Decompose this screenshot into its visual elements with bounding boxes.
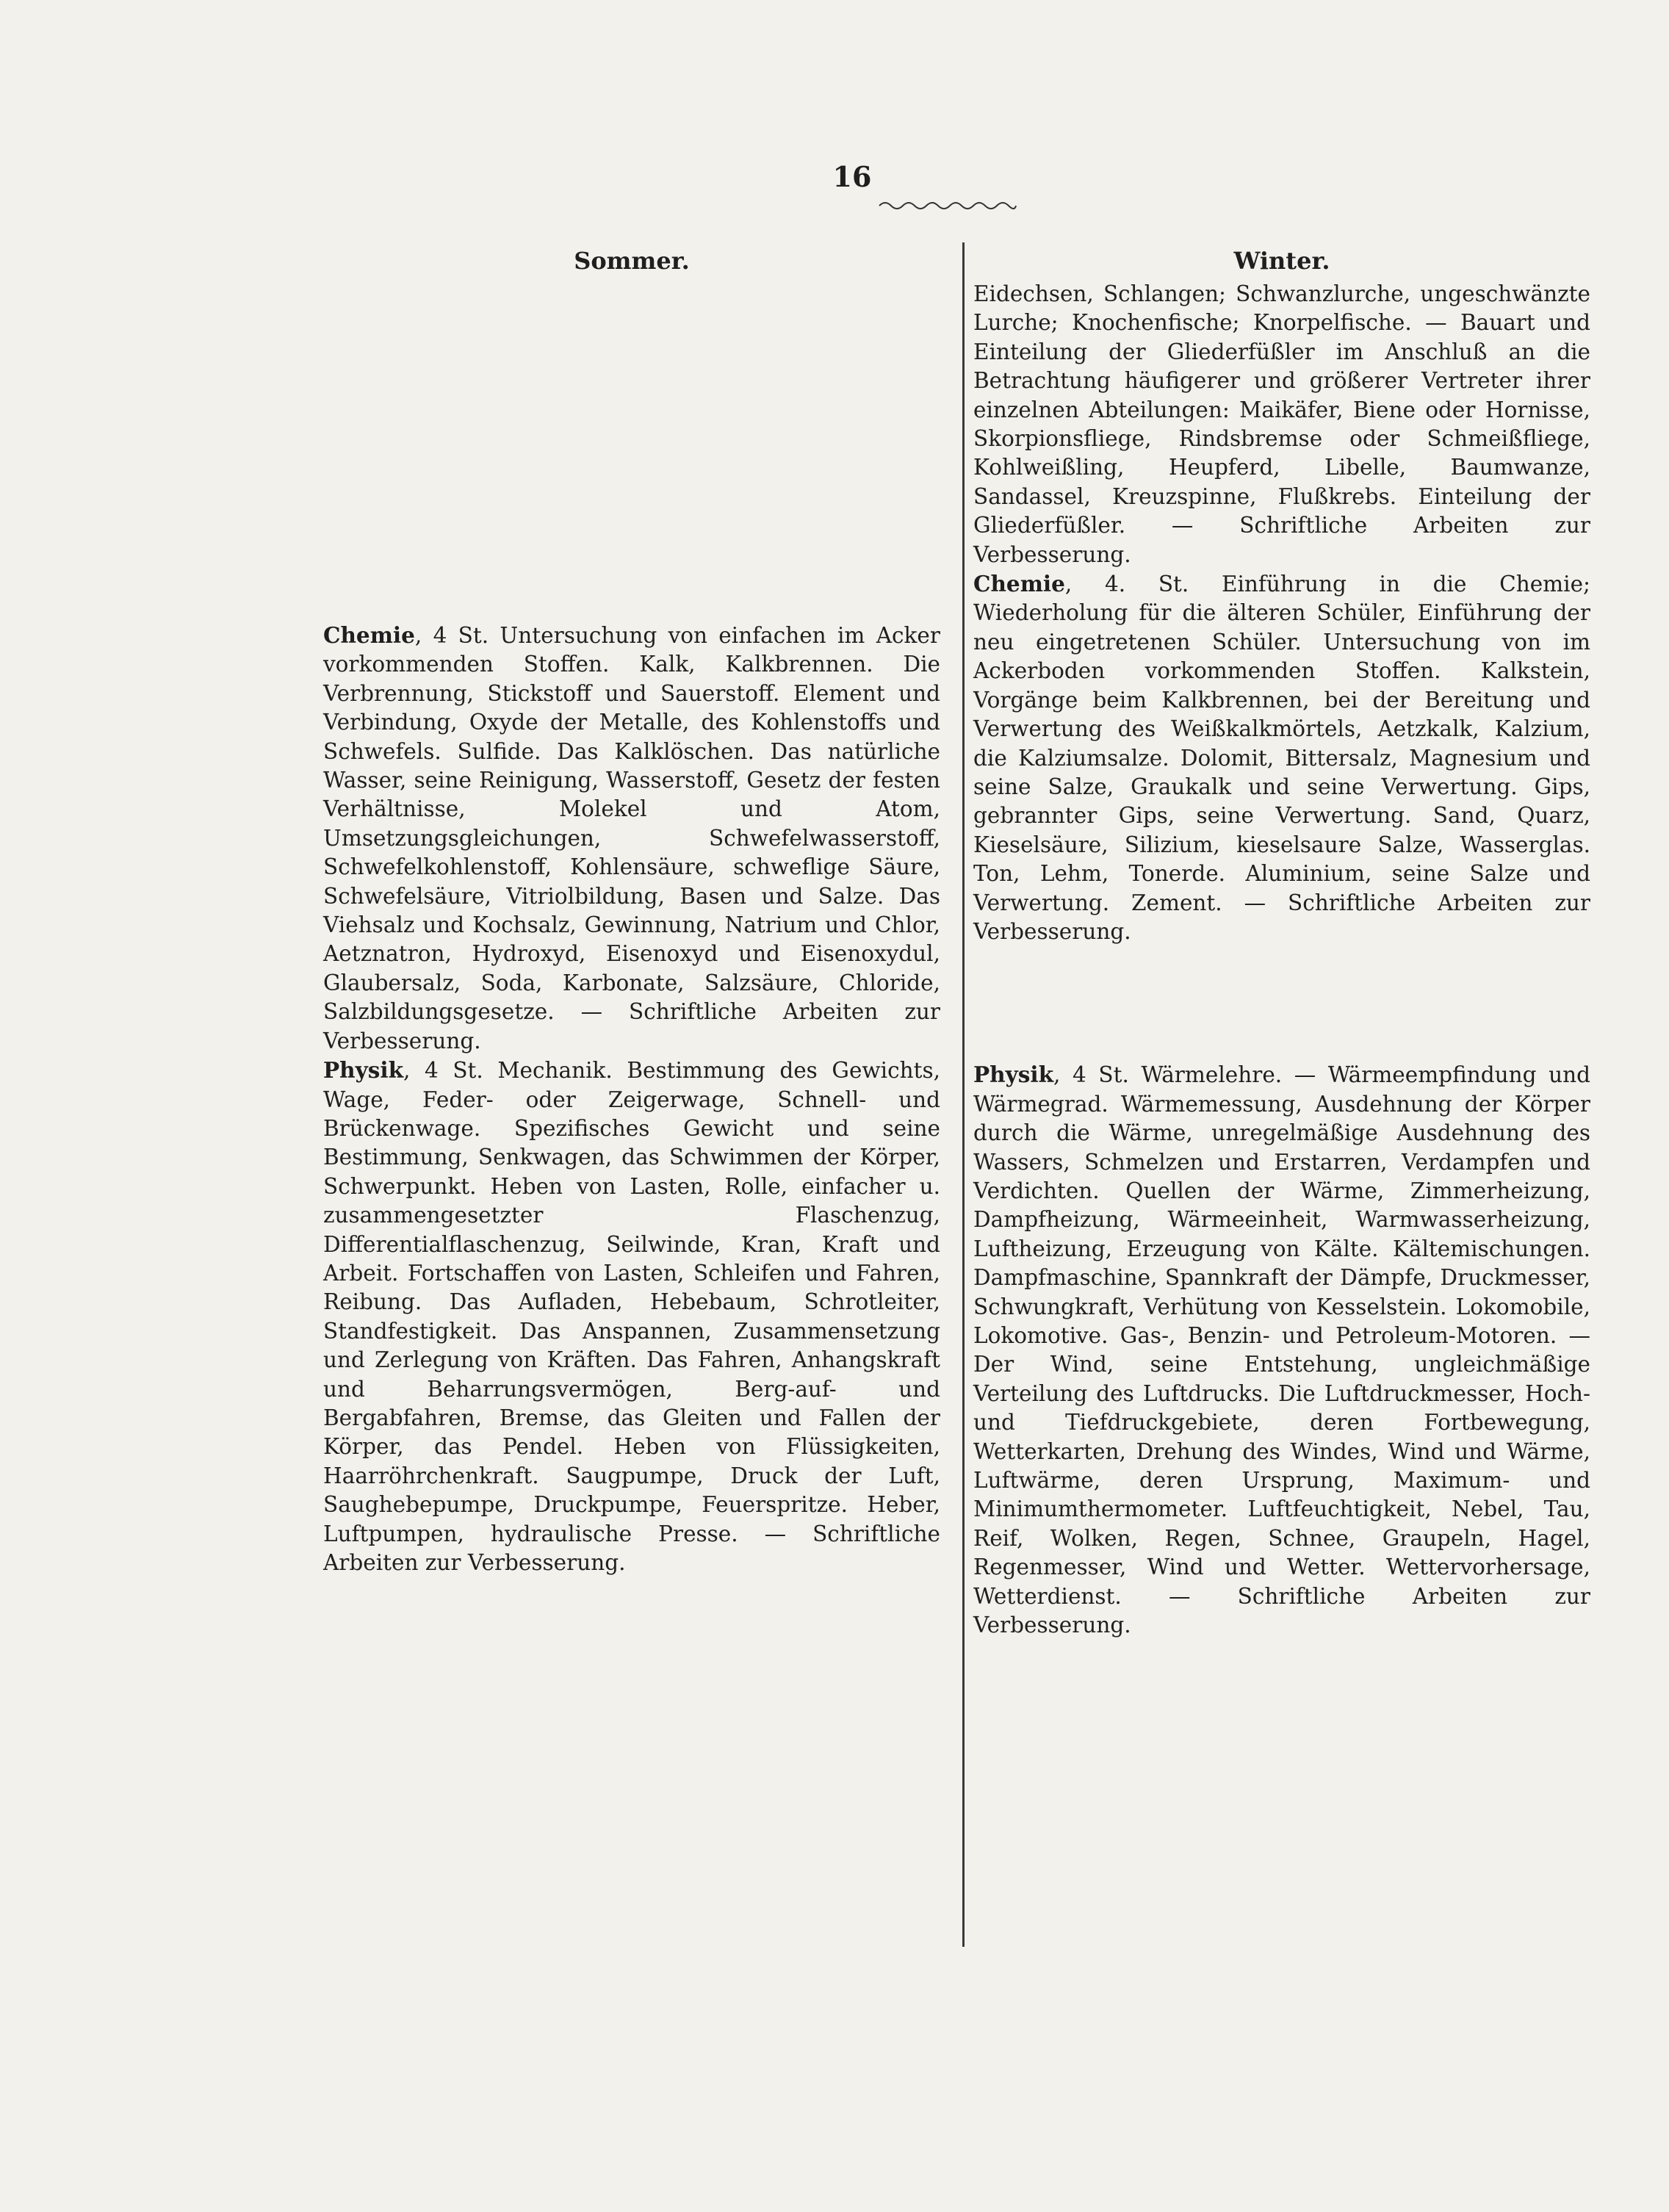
decorative-rule <box>878 198 1017 212</box>
section-text: , 4 St. Wärmelehre. — Wärmeempfindung und Wärmegrad. Wärmemessung, Ausdehnung der Körper durch die Wärme, unregelmäßige Ausdehnung des Wassers, Schmelzen und Erstarren, Verdampfen und Verdichten. Quellen der Wärme, Zimmerheizung, Dampfheizung, Wärmeeinheit, Warmwasserheizung, Luftheizung, Erzeugung von Kälte. Kältemischungen. Dampfmaschine, Spannkraft der Dämpfe, Druckmesser, Schwungkraft, Verhütung von Kesselstein. Lokomobile, Lokomotive. Gas-, Benzin- und Petroleum-Motoren. — Der Wind, seine Entstehung, ungleichmäßige Verteilung des Luftdrucks. Die Luftdruckmesser, Hoch- und Tiefdruckgebiete, deren Fortbewegung, Wetterkarten, Drehung des Windes, Wind und Wärme, Luftwärme, deren Ursprung, Maximum- und Minimumthermometer. Luftfeuchtigkeit, Nebel, Tau, Reif, Wolken, Regen, Schnee, Graupeln, Hagel, Regenmesser, Wind und Wetter. Wettervorhersage, Wetterdienst. — Schriftliche Arbeiten zur Verbesserung. <box>973 1062 1590 1638</box>
section-gap <box>973 946 1590 1060</box>
winter-physik-paragraph <box>973 1060 1590 1640</box>
winter-chemie-section <box>973 569 1590 946</box>
section-text: , 4 St. Mechanik. Bestimmung des Gewichts, Wage, Feder- oder Zeigerwage, Schnell- und Brückenwage. Spezifisches Gewicht und seine Bestimmung, Senkwagen, das Schwimmen der Körper, Schwerpunkt. Heben von Lasten, Rolle, einfacher u. zusammengesetzter Flaschenzug, Differentialflaschenzug, Seilwinde, Kran, Kraft und Arbeit. Fortschaffen von Lasten, Schleifen und Fahren, Reibung. Das Aufladen, Hebebaum, Schrotleiter, Standfestigkeit. Das Anspannen, Zusammensetzung und Zerlegung von Kräften. Das Fahren, Anhangskraft und Beharrungsvermögen, Berg-auf- und Bergabfahren, Bremse, das Gleiten und Fallen der Körper, das Pendel. Heben von Flüssigkeiten, Haarröhrchenkraft. Saugpumpe, Druck der Luft, Saughebepumpe, Druckpumpe, Feuerspritze. Heber, Luftpumpen, hydraulische Presse. — Schriftliche Arbeiten zur Verbesserung. <box>323 1058 940 1575</box>
subject-label: Physik <box>323 1057 404 1084</box>
summer-heading: Sommer. <box>574 247 690 275</box>
section-text: , 4. St. Einführung in die Chemie; Wiederholung für die älteren Schüler, Einführung der neu eingetretenen Schüler. Untersuchung von im Ackerboden vorkommenden Stoffen. Kalkstein, Vorgänge beim Kalkbrennen, bei der Bereitung und Verwertung des Weißkalkmörtels, Aetzkalk, Kalzium, die Kalziumsalze. Dolomit, Bittersalz, Magnesium und seine Salze, Graukalk und seine Verwertung. Gips, gebrannter Gips, seine Verwertung. Sand, Quarz, Kieselsäure, Silizium, kieselsaure Salze, Wasserglas. Ton, Lehm, Tonerde. Aluminium, seine Salze und Verwertung. Zement. — Schriftliche Arbeiten zur Verbesserung. <box>973 572 1590 944</box>
column-divider <box>962 242 965 1947</box>
section-text: , 4 St. Untersuchung von einfachen im Acker vorkommenden Stoffen. Kalk, Kalkbrennen. Die Verbrennung, Stickstoff und Sauerstoff. Element und Verbindung, Oxyde der Metalle, des Kohlenstoffs und Schwefels. Sulfide. Das Kalklöschen. Das natürliche Wasser, seine Reinigung, Wasserstoff, Gesetz der festen Verhältnisse, Molekel und Atom, Umsetzungsgleichungen, Schwefelwasserstoff, Schwefelkohlenstoff, Kohlensäure, schweflige Säure, Schwefelsäure, Vitriolbildung, Basen und Salze. Das Viehsalz und Kochsalz, Gewinnung, Natrium und Chlor, Aetznatron, Hydroxyd, Eisenoxyd und Eisenoxydul, Glaubersalz, Soda, Karbonate, Salzsäure, Chloride, Salzbildungsgesetze. — Schriftliche Arbeiten zur Verbesserung. <box>323 623 940 1053</box>
subject-label: Chemie <box>323 622 415 648</box>
page-number: 16 <box>832 160 872 193</box>
winter-chemie-paragraph <box>973 569 1590 946</box>
column-summer <box>323 246 940 1577</box>
subject-label: Physik <box>973 1062 1054 1088</box>
winter-physik-section <box>973 1060 1590 1640</box>
subject-label: Chemie <box>973 571 1065 597</box>
summer-physik-section <box>323 1056 940 1577</box>
winter-intro-paragraph: Eidechsen, Schlangen; Schwanzlurche, ungeschwänzte Lurche; Knochenfische; Knorpelfische. — Bauart und Einteilung der Gliederfüßler im Anschluß an die Betrachtung häufigerer und größerer Vertreter ihrer einzelnen Abteilungen: Maikäfer, Biene oder Hornisse, Skorpionsfliege, Rindsbremse oder Schmeißfliege, Kohlweißling, Heupferd, Libelle, Baumwanze, Sandassel, Kreuzspinne, Flußkrebs. Einteilung der Gliederfüßler. — Schriftliche Arbeiten zur Verbesserung. <box>973 281 1590 567</box>
summer-physik-paragraph <box>323 1056 940 1577</box>
summer-chemie-section <box>323 621 940 1056</box>
column-winter <box>973 246 1590 1640</box>
summer-chemie-paragraph <box>323 621 940 1056</box>
winter-heading: Winter. <box>1233 247 1330 275</box>
